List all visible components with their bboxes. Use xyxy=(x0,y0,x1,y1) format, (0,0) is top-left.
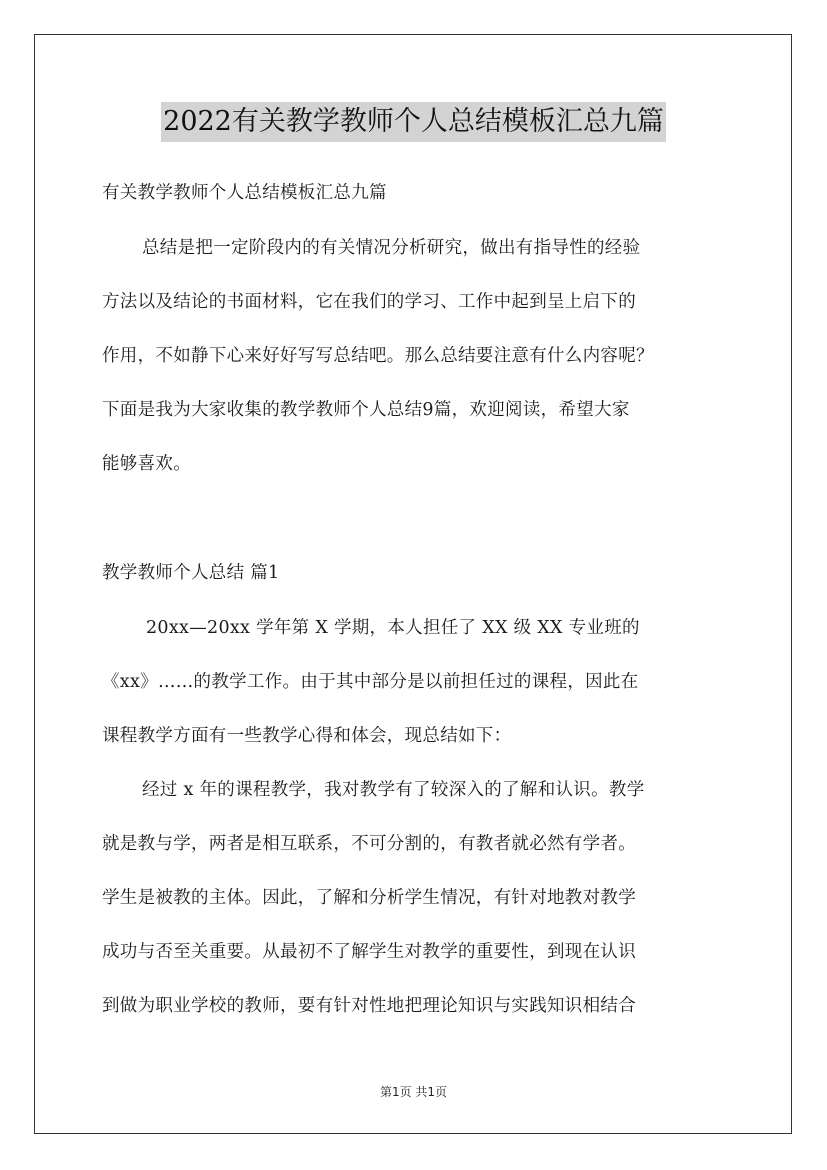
intro-line-3: 作用，不如静下心来好好写写总结吧。那么总结要注意有什么内容呢？ xyxy=(102,346,654,366)
page-number-footer: 第1页 共1页 xyxy=(379,1085,448,1099)
document-title-wrapper xyxy=(0,102,827,142)
intro-line-2: 方法以及结论的书面材料，它在我们的学习、工作中起到呈上启下的 xyxy=(102,292,636,312)
intro-line-5: 能够喜欢。 xyxy=(102,454,191,474)
para1-line-1: 20xx—20xx 学年第 X 学期，本人担任了 XX 级 XX 专业班的 xyxy=(146,618,640,638)
para2-line-3: 学生是被教的主体。因此，了解和分析学生情况，有针对地教对教学 xyxy=(102,888,636,908)
intro-line-4: 下面是我为大家收集的教学教师个人总结9篇，欢迎阅读，希望大家 xyxy=(102,400,630,420)
document-title: 2022有关教学教师个人总结模板汇总九篇 xyxy=(161,102,666,142)
section-heading: 教学教师个人总结 篇1 xyxy=(102,563,280,583)
para2-line-4: 成功与否至关重要。从最初不了解学生对教学的重要性，到现在认识 xyxy=(102,942,636,962)
intro-line-1: 总结是把一定阶段内的有关情况分析研究，做出有指导性的经验 xyxy=(142,238,641,258)
document-subtitle: 有关教学教师个人总结模板汇总九篇 xyxy=(102,183,387,203)
para2-line-2: 就是教与学，两者是相互联系，不可分割的，有教者就必然有学者。 xyxy=(102,834,636,854)
para1-line-3: 课程教学方面有一些教学心得和体会，现总结如下： xyxy=(102,726,512,746)
para1-line-2: 《xx》……的教学工作。由于其中部分是以前担任过的课程，因此在 xyxy=(102,672,639,692)
para2-line-5: 到做为职业学校的教师，要有针对性地把理论知识与实践知识相结合 xyxy=(102,996,636,1016)
para2-line-1: 经过 x 年的课程教学，我对教学有了较深入的了解和认识。教学 xyxy=(142,780,645,800)
